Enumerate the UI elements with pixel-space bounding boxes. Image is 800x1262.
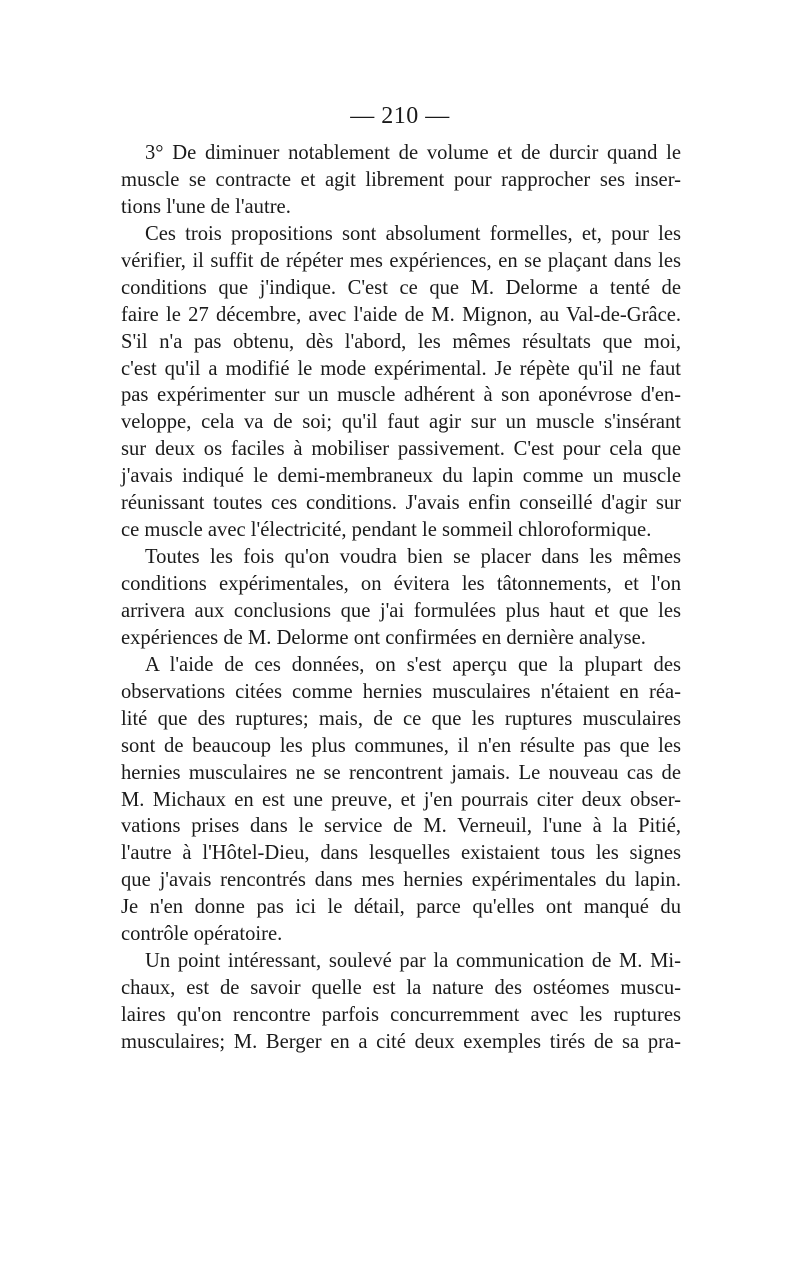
text-line: pas expérimenter sur un muscle adhérent à son aponévrose d'en-	[121, 384, 681, 407]
text-line: l'autre à l'Hôtel-Dieu, dans lesquelles existaient tous les signes	[121, 842, 681, 865]
text-line: conditions expérimentales, on évitera les tâtonnements, et l'on	[121, 573, 681, 595]
text-line: lité que des ruptures; mais, de ce que les ruptures musculaires	[121, 707, 681, 730]
text-line: j'avais indiqué le demi-membraneux du lapin comme un muscle	[121, 465, 681, 488]
text-line: S'il n'a pas obtenu, dès l'abord, les mêmes résultats que moi,	[121, 330, 681, 353]
text-line: muscle se contracte et agit librement pour rapprocher ses inser-	[121, 168, 681, 191]
text-line: musculaires; M. Berger en a cité deux exemples tirés de sa pra-	[121, 1030, 681, 1053]
text-line: 3° De diminuer notablement de volume et de durcir quand le	[145, 142, 681, 164]
body-text	[121, 140, 681, 1056]
text-line: chaux, est de savoir quelle est la nature des ostéomes muscu-	[121, 977, 681, 1000]
text-line: Toutes les fois qu'on voudra bien se placer dans les mêmes	[145, 546, 681, 569]
text-line: c'est qu'il a modifié le mode expérimental. Je répète qu'il ne faut	[121, 357, 681, 380]
text-line: M. Michaux en est une preuve, et j'en pourrais citer deux obser-	[121, 788, 681, 811]
text-line: sur deux os faciles à mobiliser passivement. C'est pour cela que	[121, 438, 681, 461]
text-line: Ces trois propositions sont absolument formelles, et, pour les	[145, 222, 681, 245]
text-line: faire le 27 décembre, avec l'aide de M. Mignon, au Val-de-Grâce.	[121, 303, 681, 326]
text-line: tions l'une de l'autre.	[121, 195, 291, 218]
text-line: Un point intéressant, soulevé par la communication de M. Mi-	[145, 950, 681, 973]
text-line: vations prises dans le service de M. Verneuil, l'une à la Pitié,	[121, 815, 681, 838]
text-line: A l'aide de ces données, on s'est aperçu que la plupart des	[145, 653, 681, 676]
text-line: observations citées comme hernies musculaires n'étaient en réa-	[121, 680, 681, 703]
text-line: ce muscle avec l'électricité, pendant le sommeil chloroformique.	[121, 519, 652, 542]
text-line: contrôle opératoire.	[121, 923, 283, 946]
text-line: laires qu'on rencontre parfois concurremment avec les ruptures	[121, 1004, 681, 1026]
text-line: conditions que j'indique. C'est ce que M. Delorme a tenté de	[121, 276, 681, 299]
text-line: hernies musculaires ne se rencontrent jamais. Le nouveau cas de	[121, 761, 681, 784]
page-number: — 210 —	[350, 103, 450, 129]
text-line: veloppe, cela va de soi; qu'il faut agir sur un muscle s'insérant	[121, 411, 681, 434]
text-line: sont de beaucoup les plus communes, il n'en résulte pas que les	[121, 734, 681, 757]
text-line: expériences de M. Delorme ont confirmées en dernière analyse.	[121, 626, 646, 649]
text-line: que j'avais rencontrés dans mes hernies expérimentales du lapin.	[121, 869, 681, 892]
text-line: vérifier, il suffit de répéter mes expériences, en se plaçant dans les	[121, 249, 681, 272]
text-line: arrivera aux conclusions que j'ai formulées plus haut et que les	[121, 599, 681, 622]
text-line: Je n'en donne pas ici le détail, parce qu'elles ont manqué du	[121, 896, 681, 919]
text-line: réunissant toutes ces conditions. J'avais enfin conseillé d'agir sur	[121, 492, 681, 515]
